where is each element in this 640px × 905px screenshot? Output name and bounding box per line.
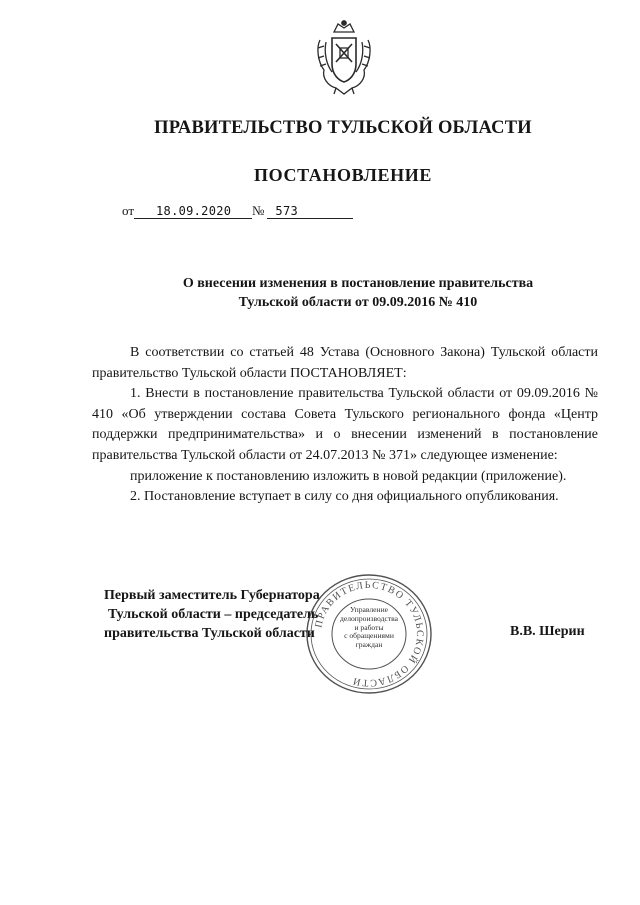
document-date: 18.09.2020 [134, 205, 252, 219]
document-number: 573 [267, 205, 353, 219]
number-label: № [252, 203, 265, 218]
stamp-line-5: граждан [355, 640, 383, 650]
document-body [92, 343, 598, 508]
document-meta [122, 203, 353, 219]
document-kind-heading: ПОСТАНОВЛЕНИЕ [254, 165, 432, 185]
document-subject [120, 274, 596, 312]
signer-name: В.В. Шерин [510, 624, 585, 639]
stamp-line-1: Управление [349, 605, 389, 614]
subject-line-1: О внесении изменения в постановление правительства [182, 276, 534, 291]
signer-title [104, 586, 320, 643]
coat-of-arms-emblem [312, 18, 376, 98]
subject-line-2: Тульской области от 09.09.2016 № 410 [238, 295, 478, 310]
body-paragraph-2: 1. Внести в постановление правительства Тульской области от 09.09.2016 № 410 «Об утверждении состава Совета Тульского регионального фонда «Центр поддержки предпринимательства» и о внесении изменений в постановление правительства Тульской области от 24.07.2013 № 371» следующее изменение: [92, 386, 598, 463]
signer-line-2: Тульской области – председатель [108, 607, 319, 622]
body-paragraph-4: 2. Постановление вступает в силу со дня официального опубликования. [130, 489, 559, 505]
stamp-line-4: с обращениями [344, 631, 394, 641]
date-label: от [122, 203, 135, 218]
signer-line-1: Первый заместитель Губернатора [104, 588, 320, 603]
signer-line-3: правительства Тульской области [104, 626, 315, 641]
stamp-line-2: делопроизводства [339, 613, 399, 623]
government-title: ПРАВИТЕЛЬСТВО ТУЛЬСКОЙ ОБЛАСТИ [154, 118, 532, 138]
stamp-line-3: и работы [354, 622, 384, 632]
body-paragraph-3: приложение к постановлению изложить в новой редакции (приложение). [130, 468, 567, 484]
body-paragraph-1: В соответствии со статьей 48 Устава (Основного Закона) Тульской области правительство Тульской области ПОСТАНОВЛЯЕТ: [92, 345, 598, 381]
stamp-inner-text [338, 606, 400, 650]
stamp-ring-text: ПРАВИТЕЛЬСТВО ТУЛЬСКОЙ ОБЛАСТИ [313, 579, 426, 689]
